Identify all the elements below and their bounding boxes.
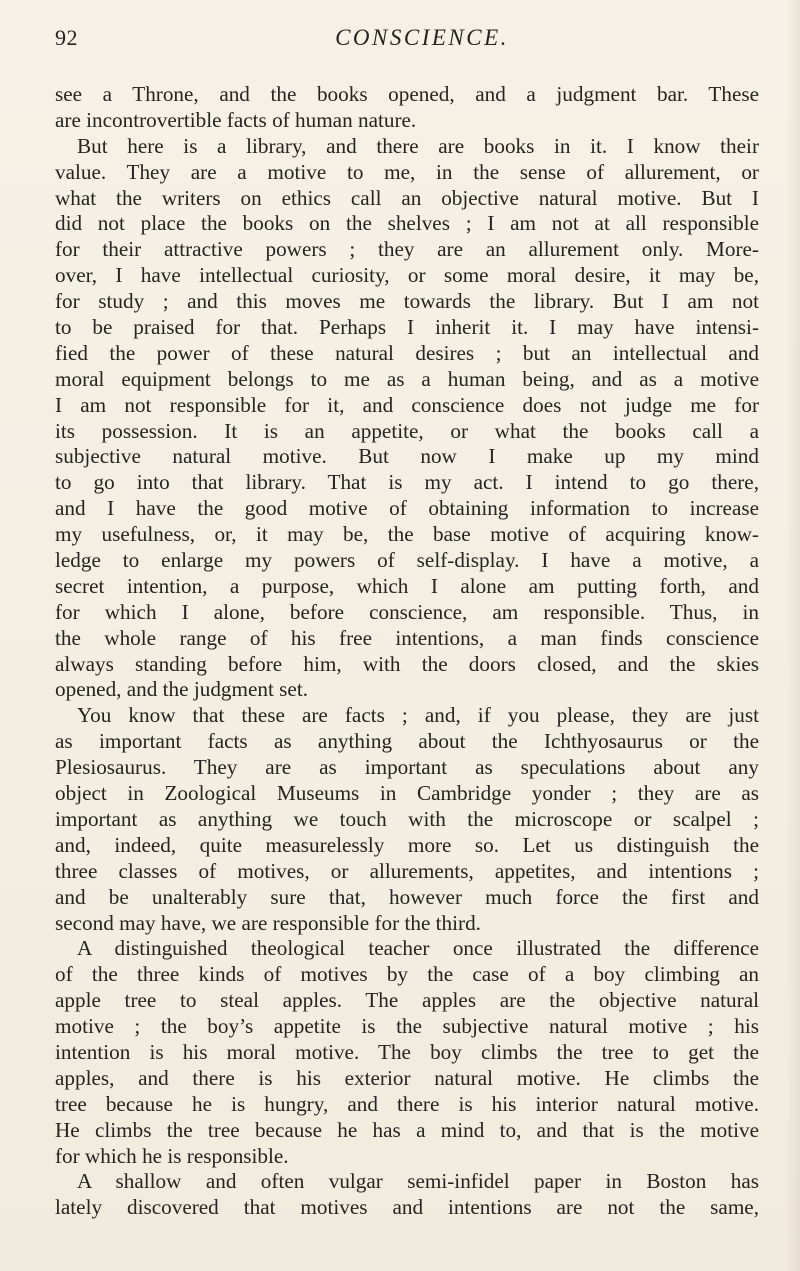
running-title: CONSCIENCE. — [335, 25, 509, 50]
text-line: He climbs the tree because he has a mind to, and that is the motive — [55, 1117, 759, 1142]
text-line: its possession. It is an appetite, or what the books call a — [55, 418, 759, 443]
text-line: lately discovered that motives and intentions are not the same, — [55, 1195, 759, 1220]
page-edge-shadow — [786, 0, 800, 1271]
text-line: my usefulness, or, it may be, the base motive of acquiring know- — [55, 522, 759, 547]
text-line: always standing before him, with the doors closed, and the skies — [55, 651, 759, 676]
text-line: A shallow and often vulgar semi-infidel paper in Boston has — [77, 1169, 759, 1194]
text-line: and, indeed, quite measurelessly more so. Let us distinguish the — [55, 832, 759, 857]
text-line: of the three kinds of motives by the case of a boy climbing an — [55, 962, 759, 987]
text-line: apples, and there is his exterior natural motive. He climbs the — [55, 1065, 759, 1090]
text-line: are incontrovertible facts of human nature. — [55, 107, 417, 132]
text-line: over, I have intellectual curiosity, or some moral desire, it may be, — [55, 263, 759, 288]
text-line: the whole range of his free intentions, a man finds conscience — [55, 625, 759, 650]
text-line: opened, and the judgment set. — [55, 677, 309, 702]
text-line: second may have, we are responsible for the third. — [55, 910, 481, 935]
text-line: as important facts as anything about the Ichthyosaurus or the — [55, 729, 759, 754]
text-line: moral equipment belongs to me as a human being, and as a motive — [55, 366, 759, 391]
text-line: and I have the good motive of obtaining information to increase — [55, 496, 759, 521]
text-line: motive ; the boy’s appetite is the subjective natural motive ; his — [55, 1014, 759, 1039]
text-line: object in Zoological Museums in Cambridge yonder ; they are as — [55, 781, 759, 806]
text-line: fied the power of these natural desires ; but an intellectual and — [55, 340, 759, 365]
text-line: intention is his moral motive. The boy climbs the tree to get the — [55, 1039, 759, 1064]
body-text — [55, 82, 759, 1221]
text-line: subjective natural motive. But now I make up my mind — [55, 444, 759, 469]
text-line: ledge to enlarge my powers of self-display. I have a motive, a — [55, 548, 759, 573]
text-line: what the writers on ethics call an objective natural motive. But I — [55, 185, 759, 210]
text-line: for study ; and this moves me towards the library. But I am not — [55, 289, 759, 314]
text-line: I am not responsible for it, and conscience does not judge me for — [55, 392, 759, 417]
text-line: three classes of motives, or allurements, appetites, and intentions ; — [55, 858, 759, 883]
text-line: for which he is responsible. — [55, 1143, 289, 1168]
text-line: to go into that library. That is my act. I intend to go there, — [55, 470, 759, 495]
text-line: to be praised for that. Perhaps I inherit it. I may have intensi- — [55, 315, 759, 340]
text-line: apple tree to steal apples. The apples are the objective natural — [55, 988, 759, 1013]
text-line: tree because he is hungry, and there is his interior natural motive. — [55, 1091, 759, 1116]
page-number: 92 — [55, 25, 78, 50]
text-line: A distinguished theological teacher once illustrated the difference — [77, 936, 759, 961]
text-line: Plesiosaurus. They are as important as speculations about any — [55, 755, 759, 780]
text-line: see a Throne, and the books opened, and a judgment bar. These — [55, 82, 759, 106]
text-line: secret intention, a purpose, which I alone am putting forth, and — [55, 573, 759, 598]
text-line: did not place the books on the shelves ; I am not at all responsible — [55, 211, 759, 236]
text-line: value. They are a motive to me, in the sense of allurement, or — [55, 159, 759, 184]
text-line: and be unalterably sure that, however much force the first and — [55, 884, 759, 909]
text-line: important as anything we touch with the microscope or scalpel ; — [55, 806, 759, 831]
text-line: for which I alone, before conscience, am responsible. Thus, in — [55, 599, 759, 624]
text-line: You know that these are facts ; and, if you please, they are just — [77, 703, 759, 728]
text-line: But here is a library, and there are books in it. I know their — [77, 133, 759, 158]
text-line: for their attractive powers ; they are an allurement only. More- — [55, 237, 759, 262]
running-head — [55, 20, 759, 56]
